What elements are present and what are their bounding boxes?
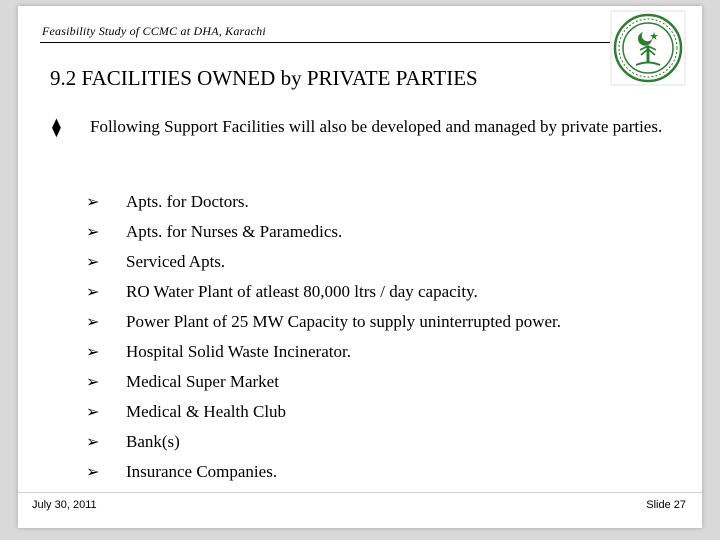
list-item: [86, 247, 561, 277]
arrow-bullet-icon: ➢: [86, 254, 100, 271]
list-item-text: Serviced Apts.: [126, 252, 226, 271]
list-item: [86, 217, 561, 247]
list-item: [86, 307, 561, 337]
list-item-text: Medical & Health Club: [126, 402, 287, 421]
list-item: [86, 457, 561, 487]
slide-number: Slide 27: [646, 499, 686, 511]
arrow-bullet-icon: ➢: [86, 314, 100, 331]
facilities-list: [86, 187, 561, 487]
list-item: [86, 337, 561, 367]
intro-paragraph: [52, 114, 672, 140]
arrow-bullet-icon: ➢: [86, 194, 100, 211]
arrow-bullet-icon: ➢: [86, 224, 100, 241]
list-item-text: Bank(s): [126, 432, 180, 451]
diamond-bullet-icon: ⧫: [52, 117, 61, 137]
list-item-text: Hospital Solid Waste Incinerator.: [126, 342, 351, 361]
intro-text: Following Support Facilities will also be developed and managed by private parties.: [90, 117, 663, 136]
arrow-bullet-icon: ➢: [86, 344, 100, 361]
list-item-text: Power Plant of 25 MW Capacity to supply uninterrupted power.: [126, 312, 562, 331]
list-item-text: Insurance Companies.: [126, 462, 278, 481]
slide: [18, 6, 702, 528]
arrow-bullet-icon: ➢: [86, 374, 100, 391]
arrow-bullet-icon: ➢: [86, 464, 100, 481]
footer-date: July 30, 2011: [32, 499, 97, 511]
list-item-text: Apts. for Doctors.: [126, 192, 249, 211]
list-item: [86, 427, 561, 457]
list-item: [86, 397, 561, 427]
list-item-text: RO Water Plant of atleast 80,000 ltrs / day capacity.: [126, 282, 478, 301]
list-item-text: Apts. for Nurses & Paramedics.: [126, 222, 343, 241]
footer-divider: [18, 492, 702, 493]
list-item-text: Medical Super Market: [126, 372, 279, 391]
header-divider: [40, 42, 610, 43]
header-text: Feasibility Study of CCMC at DHA, Karachi: [42, 24, 266, 38]
arrow-bullet-icon: ➢: [86, 404, 100, 421]
list-item: [86, 277, 561, 307]
arrow-bullet-icon: ➢: [86, 284, 100, 301]
list-item: [86, 367, 561, 397]
list-item: [86, 187, 561, 217]
page-title: 9.2 FACILITIES OWNED by PRIVATE PARTIES: [50, 66, 478, 90]
arrow-bullet-icon: ➢: [86, 434, 100, 451]
dha-emblem-icon: [610, 10, 686, 86]
